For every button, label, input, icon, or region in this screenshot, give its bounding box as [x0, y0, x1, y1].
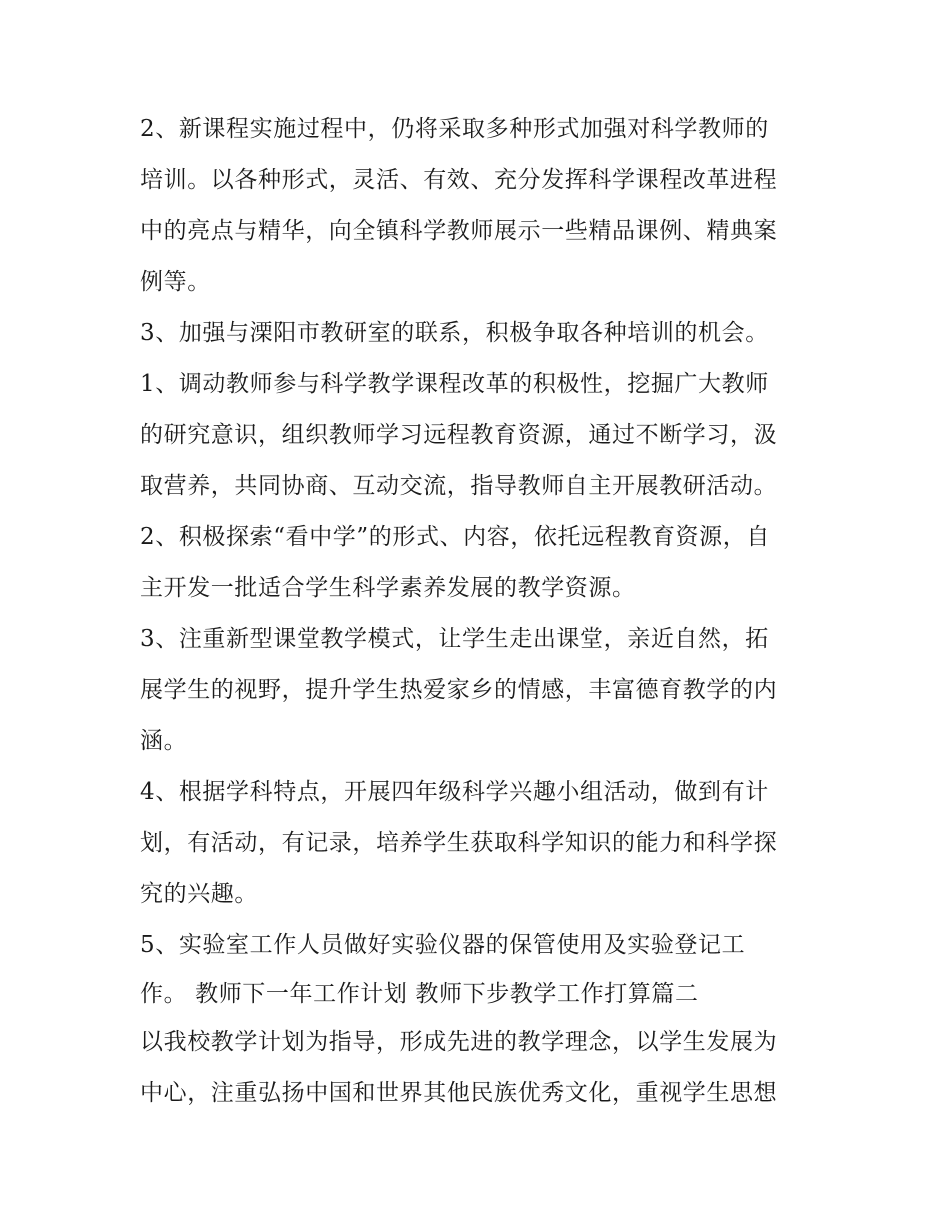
text-line: 涵。: [140, 728, 188, 754]
text-line: 究的兴趣。: [140, 881, 258, 907]
text-line: 作。 教师下一年工作计划 教师下步教学工作打算篇二: [140, 981, 699, 1007]
text-line: 2、新课程实施过程中，仍将采取多种形式加强对科学教师的: [140, 116, 769, 142]
text-line: 3、注重新型课堂教学模式，让学生走出课堂，亲近自然，拓: [140, 626, 769, 652]
text-line: 以我校教学计划为指导，形成先进的教学理念，以学生发展为: [140, 1029, 778, 1055]
text-line: 主开发一批适合学生科学素养发展的教学资源。: [140, 575, 636, 601]
text-line: 3、加强与溧阳市教研室的联系，积极争取各种培训的机会。: [140, 320, 769, 346]
text-line: 取营养，共同协商、互动交流，指导教师自主开展教研活动。: [140, 473, 778, 499]
text-line: 中心，注重弘扬中国和世界其他民族优秀文化，重视学生思想: [140, 1080, 778, 1106]
text-line: 划，有活动，有记录，培养学生获取科学知识的能力和科学探: [140, 830, 778, 856]
text-line: 1、调动教师参与科学教学课程改革的积极性，挖掘广大教师: [140, 371, 769, 397]
text-line: 培训。以各种形式，灵活、有效、充分发挥科学课程改革进程: [140, 167, 778, 193]
text-line: 2、积极探索“看中学”的形式、内容，依托远程教育资源，自: [140, 524, 770, 550]
text-line: 的研究意识，组织教师学习远程教育资源，通过不断学习，汲: [140, 422, 778, 448]
text-line: 5、实验室工作人员做好实验仪器的保管使用及实验登记工: [140, 932, 746, 958]
text-line: 4、根据学科特点，开展四年级科学兴趣小组活动，做到有计: [140, 779, 769, 805]
text-line: 中的亮点与精华，向全镇科学教师展示一些精品课例、精典案: [140, 218, 778, 244]
text-line: 展学生的视野，提升学生热爱家乡的情感，丰富德育教学的内: [140, 677, 778, 703]
document-body: [140, 104, 820, 1119]
text-line: 例等。: [140, 269, 211, 295]
